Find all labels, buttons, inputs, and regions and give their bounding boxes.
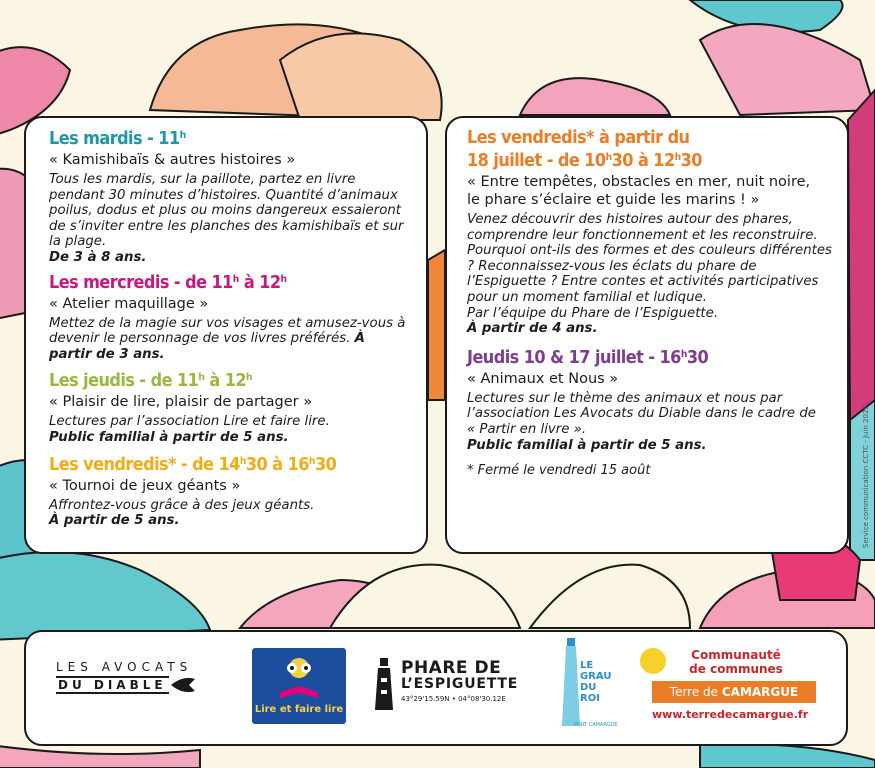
grau-wordmark [580, 660, 611, 704]
logo-avocats-du-diable [56, 660, 236, 710]
cc-line1: Communauté [691, 648, 781, 662]
tuesdays-quote: « Kamishibaïs & autres histoires » [49, 152, 296, 168]
devil-tail-icon [169, 675, 197, 695]
logo-lire-et-faire-lire [252, 648, 346, 724]
animals-text: Lectures sur le thème des animaux et nous par l’association Les Avocats du Diable dans le cadre de « Partir en livre ». [467, 390, 816, 437]
thursdays-quote: « Plaisir de lire, plaisir de partager » [49, 394, 313, 411]
cc-title [676, 648, 796, 676]
phare-coords: 43°29'15.59N • 04°08'30.12E [401, 695, 506, 703]
grau-line3: DU [580, 682, 597, 693]
animals-audience: Public familial à partir de 5 ans. [467, 437, 707, 453]
fridays-text: Affrontez-vous grâce à des jeux géants. [49, 497, 315, 513]
lighthouse-icon [371, 656, 397, 712]
logo-phare-espiguette [371, 656, 551, 716]
tuesdays-title: Les mardis - 11$^h$ [49, 129, 186, 149]
lighthouse-quote: « Entre tempêtes, obstacles en mer, nuit noire, le phare s’éclaire et guide les marins ! » [467, 174, 811, 208]
thursdays-text: Lectures par l’association Lire et faire lire. [49, 414, 330, 430]
closure-note: * Fermé le vendredi 15 août [467, 463, 651, 479]
grau-sub: PORT CAMARGUE [574, 722, 618, 728]
lighthouse-title-line1: Les vendredis* à partir du [467, 128, 690, 148]
avocats-line1: LES AVOCATS [56, 660, 193, 674]
partners-footer [24, 630, 848, 746]
section-thursdays [49, 368, 426, 445]
wednesdays-text: Mettez de la magie sur vos visages et amusez-vous à devenir le personnage de vos livres préférés. À partir de 3 ans. [49, 315, 406, 362]
thursdays-audience: Public familial à partir de 5 ans. [49, 429, 289, 445]
phare-line2: L’ESPIGUETTE [401, 676, 519, 692]
lighthouse-title-line2: 18 juillet - de 10$^h$30 à 12$^h$30 [467, 151, 702, 171]
logo-terre-de-camargue [638, 646, 838, 732]
fridays-title: Les vendredis* - de 14$^h$30 à 16$^h$30 [49, 454, 337, 475]
fridays-quote: « Tournoi de jeux géants » [49, 477, 241, 494]
readers-illustration-icon [252, 648, 346, 704]
grau-line1: LE [580, 660, 594, 671]
animals-title: Jeudis 10 & 17 juillet - 16$^h$30 [467, 347, 709, 368]
logo-grau-du-roi [556, 636, 626, 742]
section-lighthouse [467, 128, 847, 337]
section-fridays [49, 452, 426, 529]
lighthouse-text: Venez découvrir des histoires autour des phares, comprendre leur fonctionnement et les reconstruire. Pourquoi ont-ils des formes et des couleurs différentes ? Reconnaissez-vous les éclats du phare de l’Espiguette ? Entre contes et activités participatives pour un moment familial et ludique. [467, 212, 832, 305]
lighthouse-audience: À partir de 4 ans. [467, 321, 598, 337]
sun-icon [638, 646, 668, 676]
cc-url[interactable]: www.terredecamargue.fr [652, 708, 809, 721]
section-animals [467, 345, 847, 453]
tuesdays-audience: De 3 à 8 ans. [49, 249, 147, 265]
animals-quote: « Animaux et Nous » [467, 370, 619, 387]
section-tuesdays [49, 126, 426, 266]
fridays-audience: À partir de 5 ans. [49, 513, 180, 529]
cc-terre-banner: Terre de CAMARGUE [652, 681, 816, 703]
section-wednesdays [49, 270, 426, 363]
right-program-card [445, 116, 849, 554]
tuesdays-text: Tous les mardis, sur la paillote, partez en livre pendant 30 minutes d’histoires. Quantité d’animaux poilus, dodus et plus ou moins dangereux essaieront de s’inviter entre les planches des kamishibaïs et sur la plage. [49, 172, 404, 250]
grau-line4: ROI [580, 693, 600, 704]
wednesdays-title: Les mercredis - de 11$^h$ à 12$^h$ [49, 272, 287, 293]
grau-line2: GRAU [580, 671, 612, 682]
side-credit: Service communication CCTC - Juin 2025 [862, 405, 870, 548]
phare-line1: PHARE DE [401, 658, 502, 678]
thursdays-title: Les jeudis - de 11$^h$ à 12$^h$ [49, 371, 253, 392]
lighthouse-credit: Par l’équipe du Phare de l’Espiguette. [467, 305, 719, 321]
wednesdays-quote: « Atelier maquillage » [49, 295, 209, 312]
avocats-line2: DU DIABLE [58, 678, 167, 692]
cc-line2: de communes [689, 662, 783, 676]
left-program-card [24, 116, 428, 554]
lire-text: Lire et faire lire [254, 704, 344, 715]
